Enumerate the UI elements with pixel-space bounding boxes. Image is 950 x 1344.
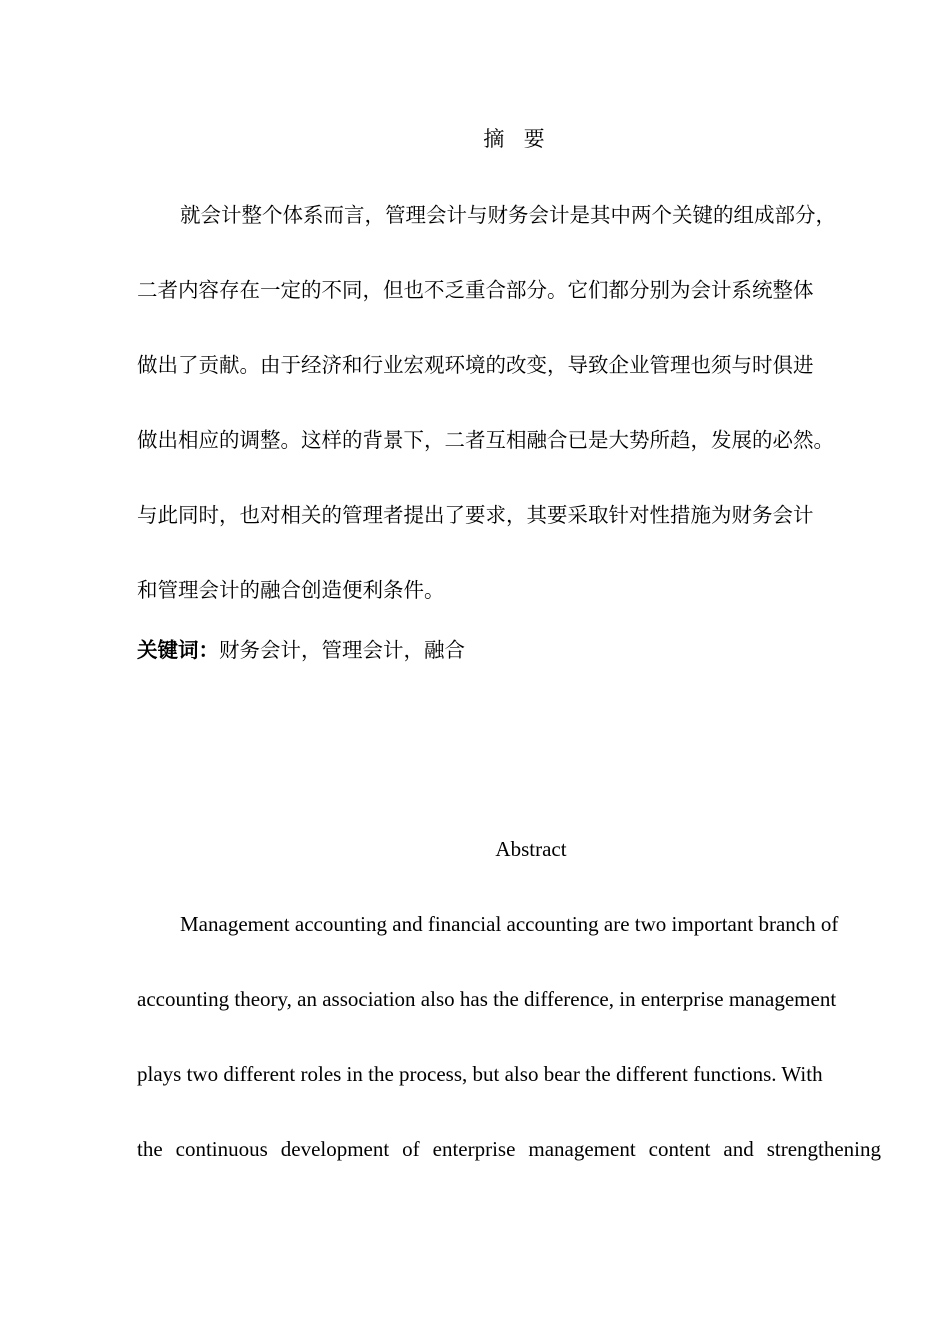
chinese-abstract-line: 与此同时，也对相关的管理者提出了要求，其要采取针对性措施为财务会计 <box>137 503 814 527</box>
chinese-abstract-line: 和管理会计的融合创造便利条件。 <box>137 578 445 602</box>
english-abstract-line: plays two different roles in the process, but also bear the different functions. With <box>137 1062 823 1086</box>
chinese-abstract-line: 做出相应的调整。这样的背景下，二者互相融合已是大势所趋，发展的必然。 <box>137 428 834 452</box>
chinese-abstract-title: 摘 要 <box>483 127 547 151</box>
keywords-value: 财务会计，管理会计，融合 <box>219 638 465 662</box>
keywords-label: 关键词： <box>137 638 219 662</box>
english-abstract-line: the continuous development of enterprise management content and strengthening <box>137 1137 881 1161</box>
english-abstract-title: Abstract <box>495 837 567 861</box>
chinese-abstract-line: 二者内容存在一定的不同，但也不乏重合部分。它们都分别为会计系统整体 <box>137 278 814 302</box>
chinese-keywords <box>137 635 465 665</box>
english-abstract-line: Management accounting and financial accounting are two important branch of <box>180 912 839 936</box>
chinese-abstract-line: 就会计整个体系而言，管理会计与财务会计是其中两个关键的组成部分， <box>180 203 836 227</box>
english-abstract-body <box>137 909 881 1209</box>
chinese-abstract-body <box>137 197 897 647</box>
chinese-abstract-line: 做出了贡献。由于经济和行业宏观环境的改变，导致企业管理也须与时俱进 <box>137 353 814 377</box>
english-abstract-line: accounting theory, an association also has the difference, in enterprise management <box>137 987 837 1011</box>
